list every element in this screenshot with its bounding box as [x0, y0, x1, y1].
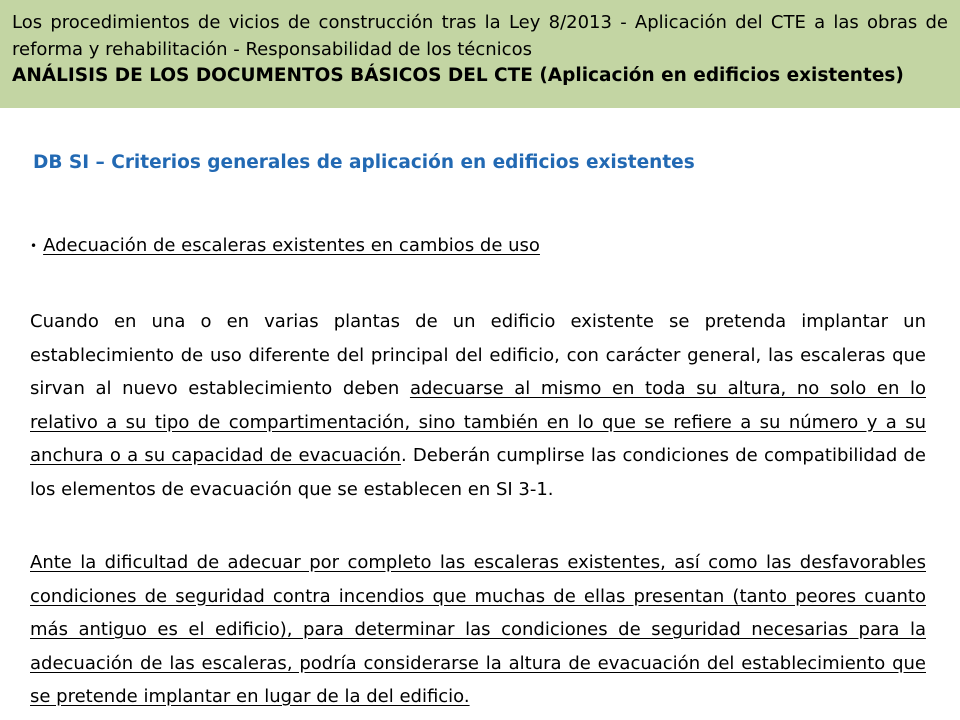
bullet-marker: •	[30, 239, 38, 253]
section-title: DB SI – Criterios generales de aplicación en edificios existentes	[33, 152, 695, 173]
paragraph-2	[30, 546, 926, 714]
header-banner	[0, 0, 960, 108]
header-title: ANÁLISIS DE LOS DOCUMENTOS BÁSICOS DEL CTE (Aplicación en edificios existentes)	[12, 65, 904, 86]
paragraph-2-underlined: Ante la dificultad de adecuar por completo las escaleras existentes, así como las desfavorables condiciones de seguridad contra incendios que muchas de ellas presentan (tanto peores cuanto más antiguo es el edificio), para determinar las condiciones de seguridad necesarias para la adecuación de las escaleras, podría considerarse la altura de evacuación del establecimiento que se pretende implantar en lugar de la del edificio.	[30, 552, 926, 707]
bullet-text: Adecuación de escaleras existentes en cambios de uso	[43, 235, 540, 256]
paragraph-1-part2: . Deberán cumplirse las condiciones de compatibilidad de los elementos de evacuación que se establecen en SI 3-1.	[30, 445, 926, 500]
paragraph-1-underlined: adecuarse al mismo en toda su altura, no solo en lo relativo a su tipo de compartimentación, sino también en lo que se refiere a su número y a su anchura o a su capacidad de evacuación	[30, 378, 926, 466]
paragraph-1-part1: Cuando en una o en varias plantas de un edificio existente se pretenda implantar un establecimiento de uso diferente del principal del edificio, con carácter general, las escaleras que sirvan al nuevo establecimiento deben	[30, 311, 926, 399]
bullet-item	[30, 234, 540, 258]
paragraph-1	[30, 305, 926, 506]
header-subtitle: Los procedimientos de vicios de construcción tras la Ley 8/2013 - Aplicación del CTE a las obras de reforma y rehabilitación - Responsabilidad de los técnicos	[12, 12, 948, 60]
